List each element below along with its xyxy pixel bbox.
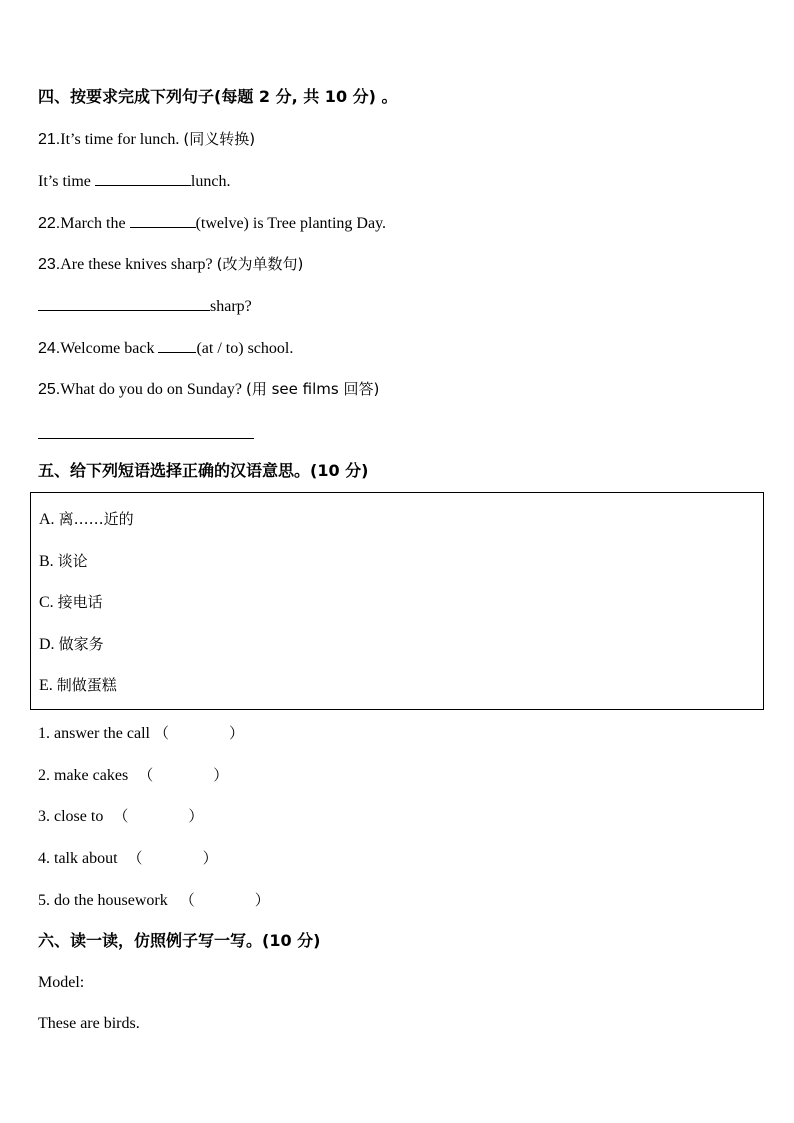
match-item-1-text: 1. answer the call xyxy=(38,725,150,742)
section-6-title: 六、读一读，仿照例子写一写。(10 分) xyxy=(38,931,321,950)
option-c xyxy=(39,592,103,613)
match-item-5-text: 5. do the housework xyxy=(38,892,168,909)
question-25 xyxy=(38,379,379,400)
question-25-text: What do you do on Sunday? xyxy=(60,381,242,398)
match-item-2 xyxy=(38,765,228,786)
match-item-4-open-paren: （ xyxy=(127,849,143,867)
question-22-end: (twelve) is Tree planting Day. xyxy=(195,215,387,232)
section-4-title: 四、按要求完成下列句子(每题 2 分, 共 10 分) 。 xyxy=(38,87,398,106)
question-23-text: Are these knives sharp? xyxy=(60,256,213,273)
question-23-answer xyxy=(38,296,252,317)
match-item-4 xyxy=(38,848,218,869)
match-item-2-close-paren: ） xyxy=(213,766,229,784)
question-22 xyxy=(38,213,386,234)
options-box xyxy=(30,492,764,710)
question-22-blank[interactable] xyxy=(130,213,196,228)
question-24-start: Welcome back xyxy=(60,340,155,357)
question-22-start: March the xyxy=(60,215,126,232)
option-d xyxy=(39,634,104,655)
answer-21-blank[interactable] xyxy=(95,171,191,186)
match-item-5 xyxy=(38,890,270,911)
option-c-text: 接电话 xyxy=(57,593,103,611)
question-25-number: 25. xyxy=(38,381,61,398)
match-item-2-open-paren: （ xyxy=(138,766,154,784)
answer-25-blank[interactable] xyxy=(38,424,254,439)
question-24-end: (at / to) school. xyxy=(196,340,294,357)
question-21-text: It’s time for lunch. xyxy=(60,131,180,148)
question-22-number: 22. xyxy=(38,215,61,232)
match-item-3 xyxy=(38,806,203,827)
model-label: Model: xyxy=(38,974,85,991)
match-item-5-open-paren: （ xyxy=(179,891,195,909)
question-25-note: (用 see films 回答) xyxy=(246,380,380,398)
match-item-3-text: 3. close to xyxy=(38,808,104,825)
match-item-5-close-paren: ） xyxy=(254,891,270,909)
section-5-title: 五、给下列短语选择正确的汉语意思。(10 分) xyxy=(38,461,369,480)
option-a xyxy=(39,509,134,530)
match-item-1-close-paren: ） xyxy=(228,724,244,742)
answer-23-blank[interactable] xyxy=(38,296,210,311)
answer-23-end: sharp? xyxy=(210,298,252,315)
question-21 xyxy=(38,129,255,150)
question-23-number: 23. xyxy=(38,256,61,273)
question-24 xyxy=(38,338,293,359)
question-23-note: (改为单数句) xyxy=(216,255,304,273)
answer-21-end: lunch. xyxy=(190,173,231,190)
question-23 xyxy=(38,254,303,275)
question-24-number: 24. xyxy=(38,340,61,357)
option-d-letter: D. xyxy=(39,636,55,653)
option-a-text: 离……近的 xyxy=(58,510,134,528)
option-e-text: 制做蛋糕 xyxy=(56,676,117,694)
model-text: These are birds. xyxy=(38,1015,140,1032)
match-item-1-open-paren: （ xyxy=(153,724,169,742)
match-item-4-text: 4. talk about xyxy=(38,850,118,867)
match-item-1 xyxy=(38,723,244,744)
option-d-text: 做家务 xyxy=(58,635,104,653)
question-21-answer xyxy=(38,171,230,192)
option-e-letter: E. xyxy=(39,677,53,694)
option-b-text: 谈论 xyxy=(57,552,88,570)
option-a-letter: A. xyxy=(39,511,55,528)
answer-21-start: It’s time xyxy=(38,173,91,190)
option-e xyxy=(39,675,117,696)
question-25-answer xyxy=(38,424,254,445)
option-c-letter: C. xyxy=(39,594,54,611)
option-b xyxy=(39,551,88,572)
match-item-3-close-paren: ） xyxy=(188,807,204,825)
question-21-note: (同义转换) xyxy=(183,130,256,148)
match-item-2-text: 2. make cakes xyxy=(38,767,129,784)
match-item-3-open-paren: （ xyxy=(113,807,129,825)
question-24-blank[interactable] xyxy=(158,338,196,353)
match-item-4-close-paren: ） xyxy=(202,849,218,867)
question-21-number: 21. xyxy=(38,131,61,148)
option-b-letter: B. xyxy=(39,553,54,570)
